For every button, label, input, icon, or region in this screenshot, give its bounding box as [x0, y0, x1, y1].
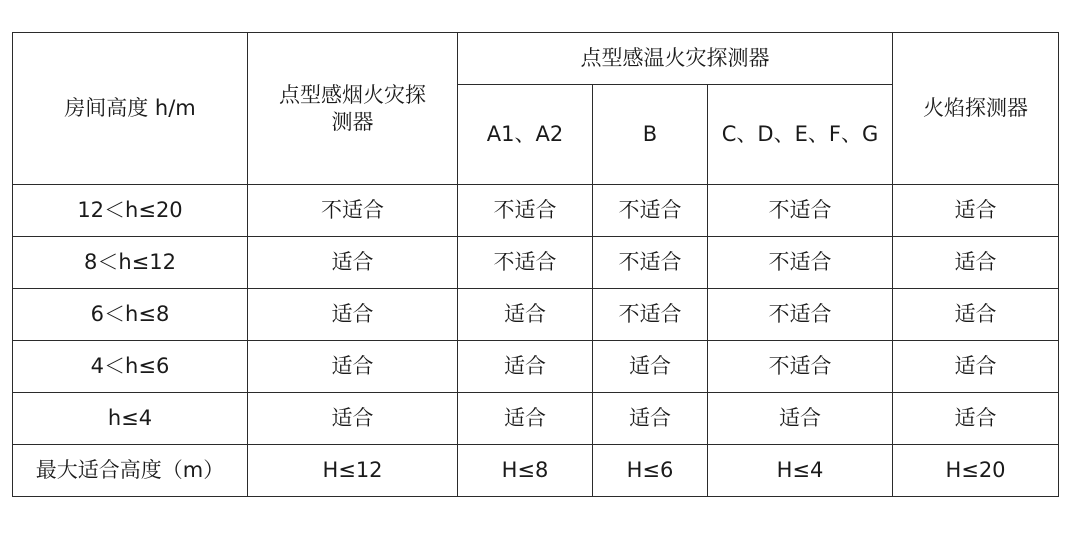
cell-smoke: 适合 — [248, 341, 458, 393]
cell-heat-a1-a2: 适合 — [458, 393, 593, 445]
cell-heat-b: 适合 — [593, 393, 708, 445]
cell-heat-b: 不适合 — [593, 185, 708, 237]
row-height-cell: 8＜h≤12 — [13, 237, 248, 289]
table-row — [13, 341, 1059, 393]
cell-heat-b: 适合 — [593, 341, 708, 393]
cell-heat-a1-a2: H≤8 — [458, 445, 593, 497]
cell-smoke: 适合 — [248, 289, 458, 341]
cell-flame: 适合 — [893, 237, 1059, 289]
cell-flame: H≤20 — [893, 445, 1059, 497]
row-height-cell: 6＜h≤8 — [13, 289, 248, 341]
table-row — [13, 289, 1059, 341]
header-heat-cdefg-label: C、D、E、F、G — [721, 122, 879, 147]
cell-heat-a1-a2: 适合 — [458, 341, 593, 393]
cell-heat-cdefg: 适合 — [708, 393, 893, 445]
header-flame-detector: 火焰探测器 — [893, 33, 1059, 185]
cell-smoke: 适合 — [248, 237, 458, 289]
cell-flame: 适合 — [893, 289, 1059, 341]
header-heat-b: B — [593, 85, 708, 185]
cell-heat-a1-a2: 适合 — [458, 289, 593, 341]
cell-heat-a1-a2: 不适合 — [458, 237, 593, 289]
max-height-label: 最大适合高度（m） — [13, 445, 248, 497]
cell-heat-cdefg: 不适合 — [708, 185, 893, 237]
row-height-cell: 4＜h≤6 — [13, 341, 248, 393]
cell-heat-cdefg: 不适合 — [708, 237, 893, 289]
table-row — [13, 185, 1059, 237]
cell-smoke: 不适合 — [248, 185, 458, 237]
header-heat-cdefg — [708, 85, 893, 185]
cell-heat-a1-a2: 不适合 — [458, 185, 593, 237]
cell-heat-b: 不适合 — [593, 289, 708, 341]
table-row — [13, 393, 1059, 445]
cell-smoke: H≤12 — [248, 445, 458, 497]
table-row — [13, 237, 1059, 289]
cell-smoke: 适合 — [248, 393, 458, 445]
row-height-cell: 12＜h≤20 — [13, 185, 248, 237]
table-row-max-height — [13, 445, 1059, 497]
cell-heat-cdefg: 不适合 — [708, 341, 893, 393]
header-heat-a1-a2: A1、A2 — [458, 85, 593, 185]
cell-heat-b: 不适合 — [593, 237, 708, 289]
cell-heat-cdefg: 不适合 — [708, 289, 893, 341]
cell-flame: 适合 — [893, 185, 1059, 237]
cell-flame: 适合 — [893, 393, 1059, 445]
cell-heat-cdefg: H≤4 — [708, 445, 893, 497]
header-smoke-detector — [248, 33, 458, 185]
row-height-cell: h≤4 — [13, 393, 248, 445]
header-room-height: 房间高度 h/m — [13, 33, 248, 185]
header-heat-detector-group: 点型感温火灾探测器 — [458, 33, 893, 85]
cell-heat-b: H≤6 — [593, 445, 708, 497]
cell-flame: 适合 — [893, 341, 1059, 393]
header-smoke-detector-label: 点型感烟火灾探测器 — [279, 83, 426, 134]
detector-height-table — [12, 32, 1059, 497]
